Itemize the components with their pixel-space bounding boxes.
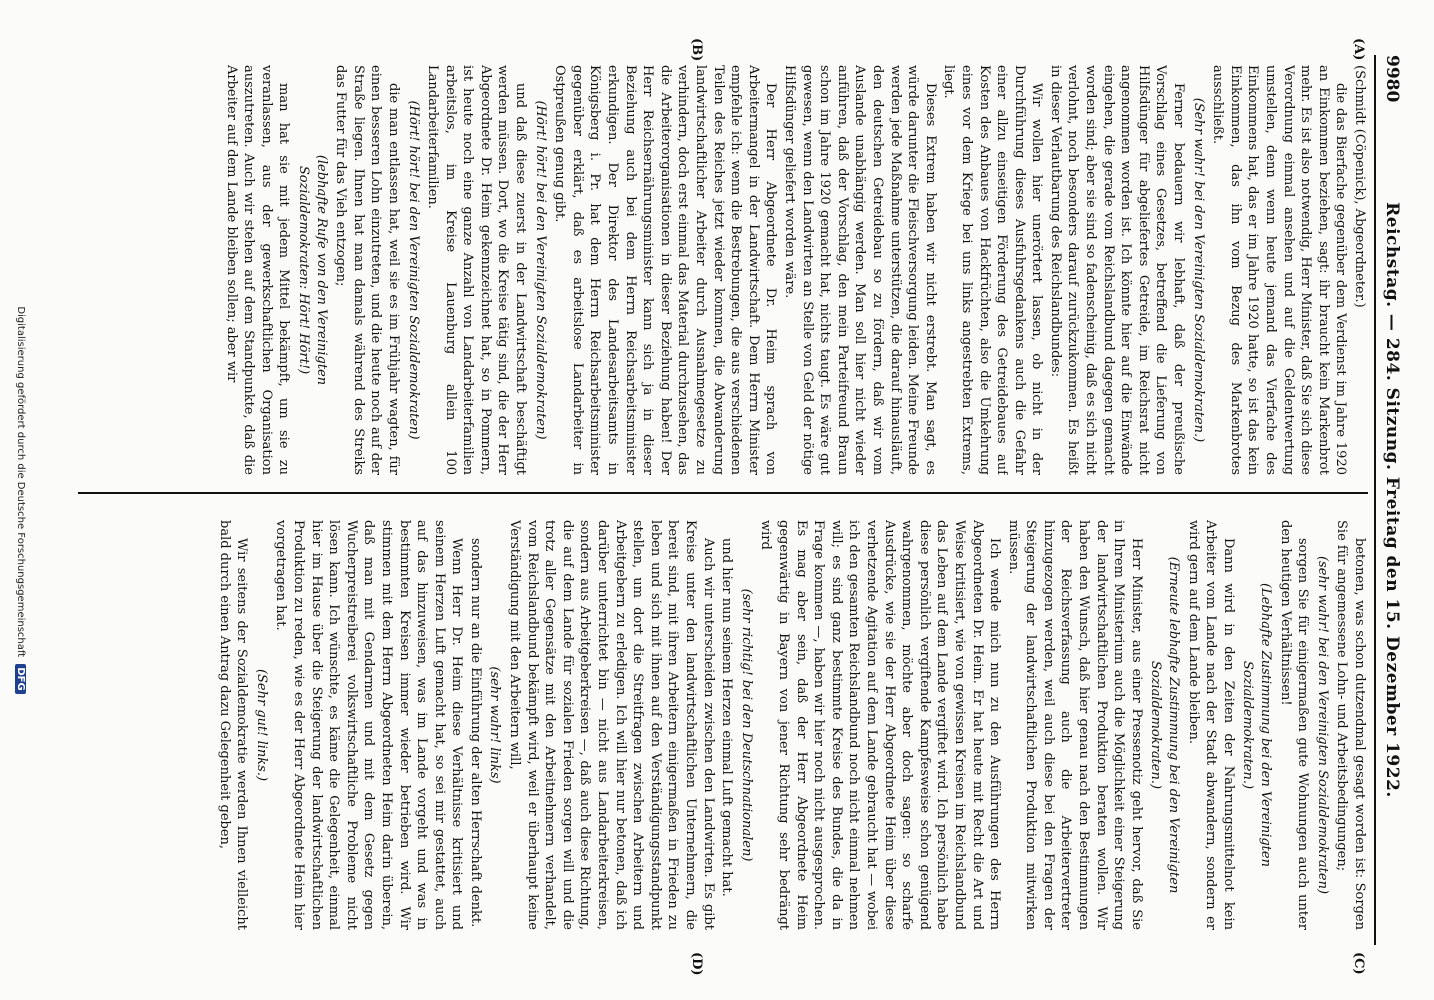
paragraph: sorgen Sie für einigermaßen gute Wohnungen auch unter den heutigen Verhältnissen! xyxy=(1277,520,1311,930)
paragraph: Auch wir unterscheiden zwischen den Landwirten. Es gibt Kreise unter den landwirtschaftlichen Unternehmern, die bereit sind, mit ihren Arbeitern einigermaßen in Frieden zu leben und sich mit ihnen auf den Verständigungsstandpunkt stellen, um dort die Streitfragen zwischen Arbeitern und Arbeitgebern zu erledigen. Ich will hier nur betonen, daß ich darüber unterrichtet bin — nicht aus Landarbeiterkreisen, sondern aus Arbeitgeberkreisen —, daß auch diese Richtung, die auf dem Lande für sozialen Frieden sorgen will und die trotz aller Gegensätze mit den Arbeitnehmern verhandelt, vom Reichslandbund bekämpft wird, weil er überhaupt keine Verständigung mit den Arbeitern will, xyxy=(507,520,716,930)
reaction: (Lebhafte Zustimmung bei den Vereinigten Sozialdemokraten.) xyxy=(1240,583,1274,867)
margin-marker-b: (B) xyxy=(689,38,704,62)
reaction: (Erneute lebhafte Zustimmung bei den Vereinigten Sozialdemokraten.) xyxy=(1148,556,1182,894)
paragraph: Der Herr Abgeordnete Dr. Heim sprach von Arbeitermangel in der Landwirtschaft. Dem Herrn Minister empfehle ich: wenn die Bestrebungen, die aus verschiedenen Teilen des Reiches jetzt wieder kommen, die Abwanderung landwirtschaftlicher Arbeiter durch Ausnahmegesetze zu verhindern, doch erst einmal das Material durchzusehen, das die Arbeiterorganisationen in dieser Beziehung haben! Der Herr Reichsernährungsminister kann sich ja in dieser Beziehung auch bei dem Herrn Reichsarbeitsminister erkundigen. Der Direktor des Landesarbeitsamts in Königsberg i. Pr. hat dem Herrn Reichsarbeitsminister gegenüber erklärt, daß es arbeitslose Landarbeiter in Ostpreußen genug gibt. xyxy=(552,65,779,475)
column-divider xyxy=(78,492,1368,494)
reaction: (Hört! hört! bei den Vereinigten Sozialdemokraten) xyxy=(532,100,548,440)
page-number: 9980 xyxy=(1382,55,1402,103)
digitization-credit xyxy=(15,0,26,1000)
paragraph: und hier nun seinem Herzen einmal Luft gemacht hat. xyxy=(719,538,735,897)
paragraph: man hat sie mit jedem Mittel bekämpft, um sie zu veranlassen, aus der gewerkschaftlichen Organisation auszutreten. Auch wir stehen auf dem Standpunkte, daß die Arbeiter auf dem Lande bleiben sollen; aber wir xyxy=(223,65,292,475)
paragraph: Wenn Herr Dr. Heim diese Verhältnisse kritisiert und seinem Herzen Luft gemacht hat, so sei mir gestattet, auch auf das hinzuweisen, was im Lande vorgeht und was in bestimmten Kreisen immer wieder betrieben wird. Wir stimmen mit dem Herrn Abgeordneten Heim darin überein, daß man mit Gendarmen und mit dem Gesetz gegen Wucherpreistreiberei volkswirtschaftliche Probleme nicht lösen kann. Ich wünschte, es käme die Gelegenheit, einmal hier im Hause über die Steigerung der landwirtschaftlichen Produktion zu reden, wie es der Herr Abgeordnete Heim hier vorgetragen hat. xyxy=(273,520,465,930)
paragraph: Ich wende mich nun zu den Ausführungen des Herrn Abgeordneten Dr. Heim. Er hat heute mit Recht die Art und Weise kritisiert, wie von gewissen Kreisen im Reichslandbund das Leben auf dem Lande vergiftet wird. Ich persönlich habe diese persönlich vergiftende Kampfesweise schon genügend wahrgenommen, möchte aber doch sagen: so scharfe Ausdrücke, wie sie der Herr Abgeordnete Heim über diese verhetzende Agitation auf dem Lande gebraucht hat — wobei ich den gesamten Reichslandbund noch nicht einmal nehmen will; es sind ganz bestimmte Kreise des Bundes, die da in Frage kommen —, haben wir hier noch nicht ausgesprochen. Es mag aber sein, daß der Herr Abgeordnete Heim gegenwärtig in Bayern von jener Richtung sehr bedrängt wird xyxy=(758,520,1003,930)
paragraph: Wir seitens der Sozialdemokratie werden Ihnen vielleicht bald durch einen Antrag dazu Gelegenheit geben, xyxy=(216,520,250,930)
paragraph: Herr Minister, aus einer Pressenotiz geht hervor, daß Sie in Ihrem Ministerium auch die Möglichkeit einer Steigerung der landwirtschaftlichen Produktion beraten wollen. Wir haben den Wunsch, daß hier genau nach den Bestimmungen der Reichsverfassung auch die Arbeitervertreter hinzugezogen werden, weil auch diese bei den Fragen der Steigerung der landwirtschaftlichen Produktion mitwirken müssen. xyxy=(1005,520,1144,930)
dfg-logo: DFG xyxy=(15,664,26,693)
reaction: (Sehr gut! links.) xyxy=(253,668,269,782)
reaction: (sehr wahr! links) xyxy=(487,666,503,784)
reaction: (sehr wahr! bei den Vereinigten Sozialdemokraten) xyxy=(1314,555,1330,895)
right-column xyxy=(78,520,1368,930)
paragraph: Dieses Extrem haben wir nicht erstrebt. Man sagt, es würde darunter die Fleischversorgung leiden. Meine Freunde werden jede Maßnahme unterstützen, die darauf hinausläuft, den deutschen Getreidebau so zu fördern, daß wir vom Auslande unabhängig werden. Man soll hier nicht wieder anführen, daß der Vorschlag, den mein Parteifreund Braun schon im Jahre 1920 gemacht hat, nichts taugt. Es wäre gut gewesen, wenn den Landwirten an Stelle von Geld der nötige Hilfsdünger geliefert worden wäre. xyxy=(782,65,938,475)
reaction: (lebhafte Rufe von den Vereinigten Sozialdemokraten: Hört! Hört!) xyxy=(295,154,329,386)
page-title: Reichstag. — 284. Sitzung. Freitag den 15. Dezember 1922. xyxy=(1382,202,1402,798)
margin-marker-d: (D) xyxy=(689,952,704,976)
reaction: (sehr richtig! bei den Deutschnationalen) xyxy=(738,588,754,862)
left-column xyxy=(78,65,1368,475)
paragraph: Dann wird in den Zeiten der Nahrungsmittelnot kein Arbeiter vom Lande nach der Stadt abwandern, sondern er wird gern auf dem Lande bleiben. xyxy=(1185,520,1236,930)
page-header xyxy=(1374,55,1410,945)
margin-marker-a: (A) xyxy=(1351,38,1366,61)
reaction: (Hört! hört! bei den Vereinigten Sozialdemokraten) xyxy=(405,100,421,440)
paragraph: Ferner bedauern wir lebhaft, daß der preußische Vorschlag eines Gesetzes, betreffend die Lieferung von Hilfsdünger für abgeliefertes Getreide, im Reichsrat nicht angenommen worden ist. Ich könnte hier auf die Einwände eingehen, die gerade vom Reichslandbund dagegen gemacht worden sind; aber sie sind so fadenscheinig, daß es sich nicht verlohnt, noch besonders darauf zurückzukommen. Es heißt in dieser Verlautbarung des Reichslandbundes: xyxy=(1047,65,1187,475)
speaker-label: (Schmidt (Cöpenick), Abgeordneter.) xyxy=(1352,65,1367,308)
paragraph: die das Bierfache gegenüber dem Verdienst im Jahre 1920 an Einkommen beziehen, sagt: ihr braucht kein Markenbrot mehr. Es ist also notwendig, Herr Minister, daß Sie sich diese Verordnung einmal ansehen und auf die Geldentwertung umstellen, denn wenn heute jemand das Vierfache des Einkommens hat, das er im Jahre 1920 hatte, so ist das kein Einkommen, das ihn vom Bezug des Markenbrotes ausschließt. xyxy=(1210,65,1349,475)
paragraph: betonen, was schon dutzendmal gesagt worden ist: Sorgen Sie für angemessene Lohn- und Arbeitsbedingungen; xyxy=(1334,520,1367,930)
paragraph: sondern nur an die Einführung der alten Herrschaft denkt. xyxy=(467,538,483,928)
reaction: (Sehr wahr! bei den Vereinigten Sozialdemokraten.) xyxy=(1190,97,1206,443)
paragraph: die man entlassen hat, weil sie es im Frühjahr wagten, für einen besseren Lohn einzutreten, und die heute noch auf der Straße liegen. Ihnen hat man damals während des Streiks das Futter für das Vieh entzogen; xyxy=(333,65,401,475)
quotation: Wir wollen hier unerörtert lassen, ob nicht in der Durchführung dieses Ausfuhrsgedankens auch die Gefahr einer allzu einseitigen Förderung des Getreidebaues auf Kosten des Anbaues von Hackfrüchten, also die Umkehrung eines vor dem Kriege bei uns links angestrebten Extrems, liegt. xyxy=(941,65,1045,475)
paragraph: und daß diese zuerst in der Landwirtschaft beschäftigt werden müssen. Dort, wo die Kreise tätig sind, die der Herr Abgeordnete Dr. Heim gekennzeichnet hat, so in Pommern, ist heute noch eine ganze Anzahl von Landarbeiterfamilien arbeitslos, im Kreise Lauenburg allein 100 Landarbeiterfamilien. xyxy=(425,65,529,475)
credit-text: Digitalisierung gefördert durch die Deutsche Forschungsgemeinschaft xyxy=(15,306,26,658)
margin-marker-c: (C) xyxy=(1351,952,1366,975)
